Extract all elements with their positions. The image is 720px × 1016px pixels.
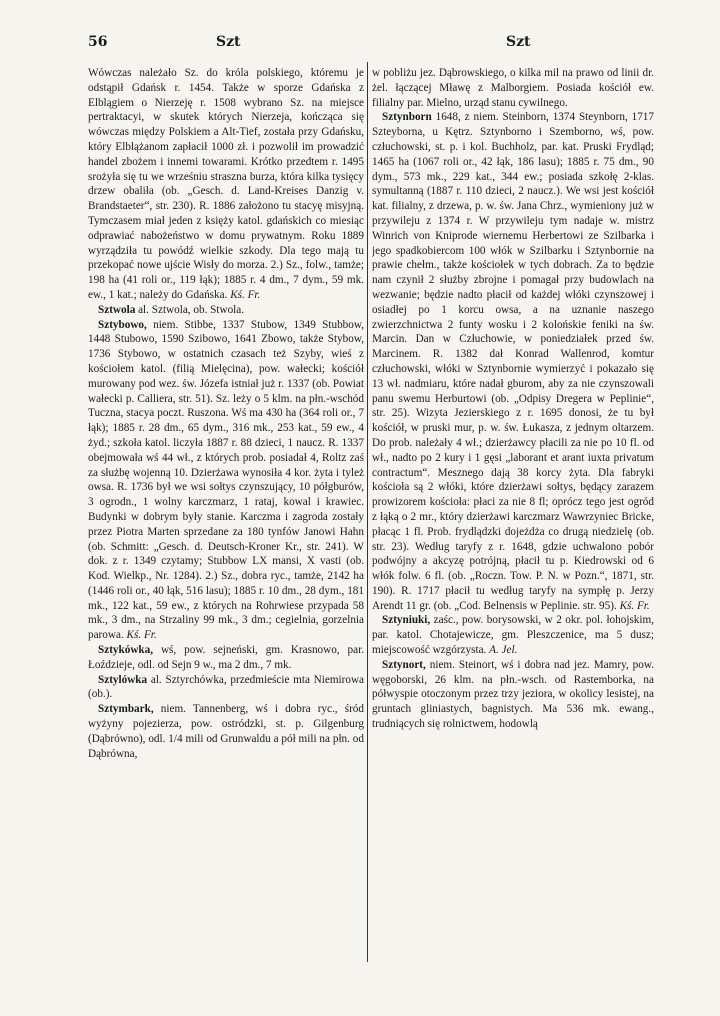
author-signature: Kś. Fr. (619, 599, 650, 612)
entry-text: zaśc., pow. borysowski, w 2 okr. pol. łohojskim, par. katol. Chotajewicze, gm. Pleszczenice, ma 5 dusz; miejscowość wzgórzysta. (372, 614, 654, 657)
entry-headword: Sztyniuki, (382, 614, 431, 627)
entry-headword: Sztymbark, (98, 703, 154, 716)
right-column (372, 66, 654, 1006)
dictionary-entry (88, 702, 364, 761)
running-head-right: Szt (506, 34, 531, 50)
entry-text: niem. Steinort, wś i dobra nad jez. Mamry, pow. węgoborski, 26 klm. na płn.-wsch. od Rastemborka, na półwyspie otoczonym przez trzy jeziora, w okolicy lesistej, na gruntach gliniastych, bagnistych. Ma 536 mk. ewang., trudniących się rolnictwem, hodowlą (372, 658, 654, 731)
entry-headword: Sztylówka (98, 673, 148, 686)
author-signature: Kś. Fr. (230, 288, 261, 301)
entry-text: Wówczas należało Sz. do króla polskiego, któremu je odstąpił Gdańsk r. 1454. Także w sporze Gdańska z Elblągiem o Nierzeję r. 1508 wybrano Sz. na miejsce pertraktacyi, w skutek których Nierzeja, kończąca się wówczas między Polskiem a Alt-Tief, została przy Gdańsku, który Elblążanom zapłacił 1000 zł. i pozwolił im prowadzić handel zbożem i innemi towarami. Krótko przedtem r. 1495 srożyła się tu we wrześniu straszna burza, która kilka tysięcy drzew obaliła (ob. „Gesch. d. Land-Kreises Danzig v. Brandstaeter“, str. 230). R. 1886 założono tu stacyę misyjną. Tymczasem miał jeden z księży katol. gdańskich co miesiąc odprawiać nabożeństwo w domu prywatnym. Roku 1889 wyrządziła tu powódź wielkie szkody. Dla tego mają tu przekopać nowe ujście Wisły do morza. 2.) Sz., folw., tamże; 198 ha (41 roli or., 119 łąk); 1885 r. 4 dm., 7 dym., 59 mk. ew., 1 kat.; należy do Gdańska. (88, 67, 364, 301)
entry-text: w pobliżu jez. Dąbrowskiego, o kilka mil na prawo od linii dr. żel. łączącej Mławę z Malborgiem. Posiada kościół ew. filialny par. Mielno, urząd stanu cywilnego. (372, 67, 654, 109)
entry-headword: Sztwola (98, 303, 136, 316)
author-signature: Kś. Fr. (126, 629, 157, 642)
continued-paragraph (372, 66, 654, 110)
entry-headword: Sztybowo, (98, 318, 147, 331)
page-number: 56 (88, 34, 108, 50)
left-column (88, 66, 364, 1006)
entry-text: al. Sztwola, ob. Stwola. (138, 303, 245, 316)
entry-headword: Sztykówka, (98, 644, 154, 657)
running-head-left: Szt (216, 34, 241, 50)
dictionary-entry (88, 673, 364, 703)
dictionary-entry (372, 658, 654, 732)
dictionary-entry (372, 613, 654, 657)
author-signature: A. Jel. (489, 644, 518, 657)
column-divider (367, 62, 368, 962)
running-header (88, 34, 654, 54)
dictionary-entry (88, 303, 364, 318)
entry-text: al. Sztyrchówka, przedmieście mta Niemirowa (ob.). (88, 673, 364, 701)
entry-text: niem. Tannenberg, wś i dobra ryc., śród wyżyny pojezierza, pow. ostródzki, st. p. Gilgenburg (Dąbrówno), odl. 1/4 mili od Grunwaldu a pół mili na płn. od Dąbrówna, (88, 703, 364, 760)
continued-paragraph (88, 66, 364, 303)
entry-text: niem. Stibbe, 1337 Stubow, 1349 Stubbow, 1448 Stubowo, 1590 Szibowo, 1641 Zbowo, także Stybow, 1736 Stybowo, w ostatnich czasach też Szyby, wieś z kościołem katol. (filią Mielęcina), pow. wałecki; kościół murowany pod wez. św. Józefa istniał już r. 1337 (ob. Powiat wałecki p. Calliera, str. 51). Sz. leży o 5 klm. na płn.-wschód Tuczna, stacya poczt. Ruszona. Wś ma 430 ha (364 roli or., 7 łąk); 1885 r. 28 dm., 65 dym., 316 mk., 253 kat., 59 ew., 4 żyd.; szkoła katol. liczyła 1887 r. 88 dzieci, 1 naucz. R. 1337 obejmowała wś 44 wł., z których prob. posiadał 4, Roltz zaś za służbę wojenną 10. Dzierżawa wynosiła 4 kor. żyta i tyleż owsa. R. 1736 był we wsi sołtys czynszujący, 10 półgburów, 3 ogrodn., 1 wolny karczmarz, 1 rataj, kowal i krawiec. Budynki w dobrym były stanie. Karczma i zagroda zostały przez Piotra Marten sprzedane za 180 tynfów Janowi Hahn (ob. Schmitt: „Gesch. d. Deutsch-Kroner Kr., str. 241). W dok. z r. 1349 czytamy; Stubbow LX mansi, X vasti (ob. Kod. Wielkp., Nr. 1284). 2.) Sz., dobra ryc., tamże, 2142 ha (1446 roli or., 40 łąk, 516 lasu); 1885 r. 10 dm., 28 dym., 181 mk., 122 kat., 59 ew., z których na Rohrwiese przypada 58 mk., 3 dm., na Strzaliny 99 mk., 3 dm.; cegielnia, gorzelnia parowa. (88, 318, 364, 642)
entry-text: 1648, z niem. Steinborn, 1374 Steynborn, 1717 Szteyborna, u Kętrz. Sztynborno i Szemborno, wś, pow. człuchowski, st. p. i kol. Buchholz, par. kat. Pruski Frydląd; 1465 ha (1067 roli or., 42 łąk, 186 lasu); 1885 r. 75 dm., 90 dym., 573 mk., 229 kat., 344 ew.; posiada szkołę 2-klas. symultanną (1887 r. 110 dzieci, 2 naucz.). We wsi jest kościół kat. filialny, z drzewa, p. w. św. Jana Chrz., wymieniony już w przywileju z 1374 r. W przywileju tym nadaje w. mistrz Winrich von Kniprode wiernemu Herbertowi ze Szilbarka i jego spadkobiercom 100 włók w Szilbarku i Sztynbornie na prawie chełm., także kościołek w tych dobrach. Za to będzie nam czynił 2 służby zbrojne i pomagał przy budowlach na wezwanie; będzie nadto płacił od każdej włóki czynszowej i osiadłej po 1 korcu owsa, a na uznanie naszego zwierzchnictwa 2 funty wosku i 2 kolońskie feniki na św. Marcin. Dan w Człuchowie, w poniedziałek przed św. Marcinem. R. 1382 dał Konrad Wallenrod, komtur człuchowski, włóki w Sztynbornie wymierzyć i pokazało się 13 wł. nadmiaru, które nadał gburom, aby za nie czynszowali panu swemu Herburtowi (ob. „Odpisy Dregera w Peplinie“, str. 25). Wizyta Jezierskiego z r. 1695 donosi, że tu był kościół, w pruski mur, p. w. św. Łukasza, z jednym oltarzem. Do prob. należały 4 wł.; dzierżawcy płacili za nie po 10 fl. od wł., nadto po 2 kury i 1 gęsi „laborant et arant iuxta privatum contractum“. Mesznego dają 38 korcy żyta. Dla fabryki kościoła są 2 włóki, które dzierżawi sołtys, będący zarazem prowizorem kościoła: płaci za nie 8 fl; oprócz tego jest ogród z łąką o 2 mr., który dzierżawi karczmarz Wawrzyniec Bricke, płacąc 1 fl. Prob. frydlądzki dojeżdża co drugą niedzielę (ob. str. 23). Według taryfy z r. 1648, gdzie uchwalono pobór podwójny a akcyzę potrójną, płacił tu p. Kiedrowski od 6 włók folw. 6 fl. (ob. „Roczn. Tow. P. N. w Pozn.“, 1871, str. 190). R. 1717 płacił tu według taryfy na sympłę p. Jerzy Arendt 11 gr. (ob. „Cod. Belnensis w Peplinie. str. 95). (372, 111, 654, 612)
dictionary-entry (88, 643, 364, 673)
entry-text: wś, pow. sejneński, gm. Krasnowo, par. Łoździeje, odl. od Sejn 9 w., ma 2 dm., 7 mk. (88, 644, 364, 671)
dictionary-entry (88, 318, 364, 644)
entry-headword: Sztynort, (382, 658, 426, 671)
entry-headword: Sztynborn (382, 111, 432, 124)
dictionary-entry (372, 110, 654, 613)
